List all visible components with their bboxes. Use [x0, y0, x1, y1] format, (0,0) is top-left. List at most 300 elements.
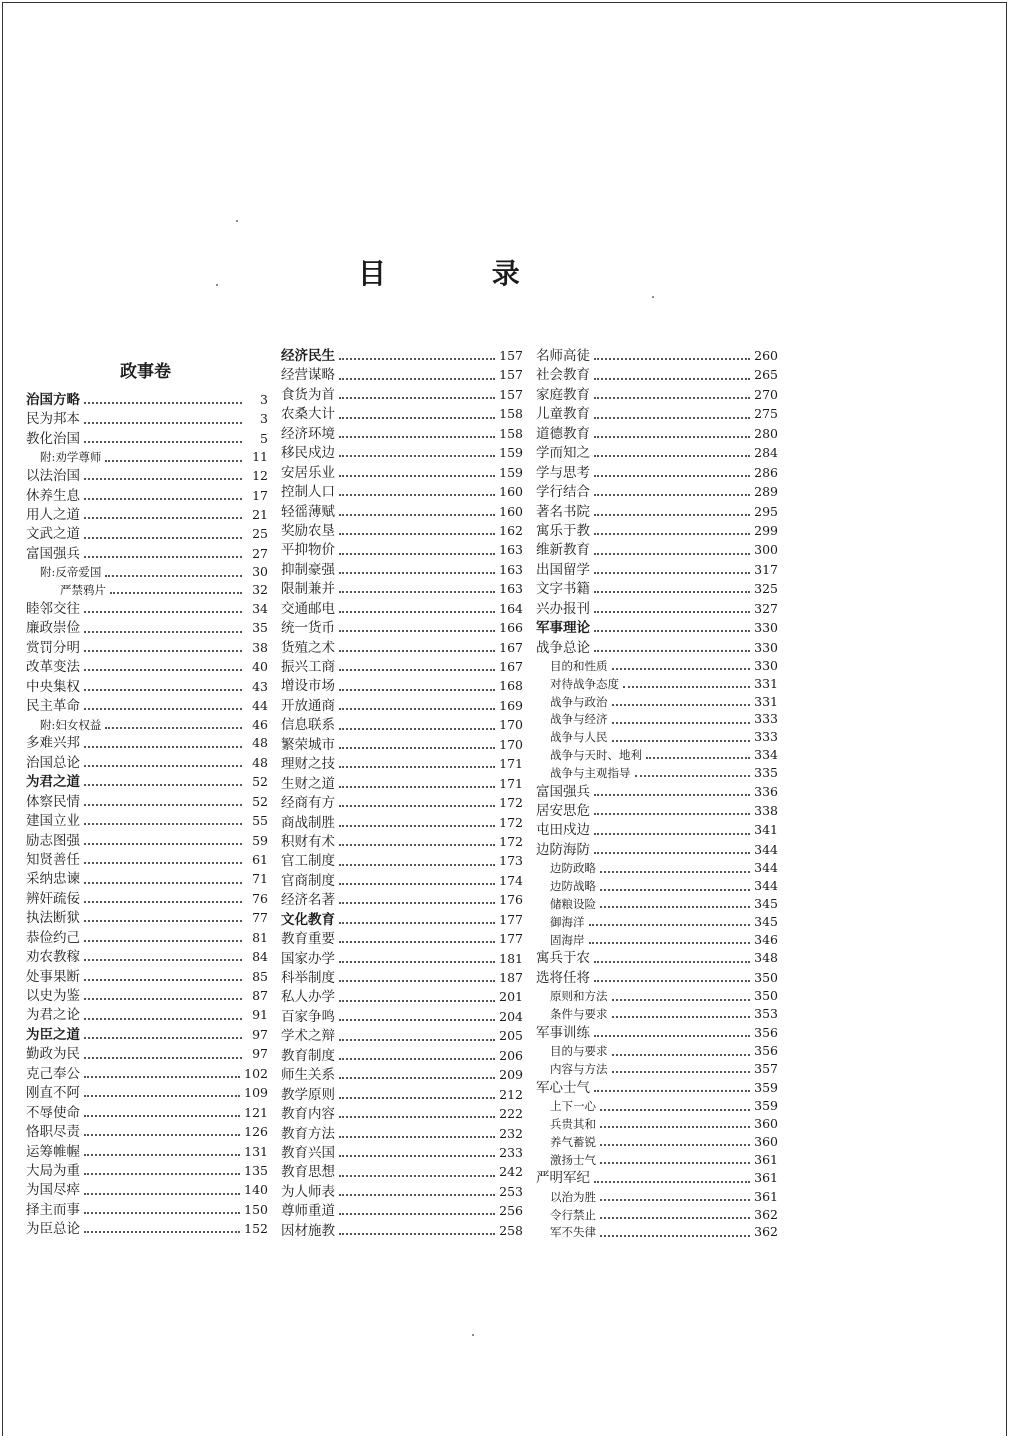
- toc-entry-page: 300: [754, 542, 778, 558]
- toc-entry-page: 345: [754, 913, 778, 929]
- toc-entry: [281, 774, 523, 793]
- toc-dot-leader: [339, 377, 495, 380]
- toc-entry: [26, 638, 268, 657]
- scan-speck: [472, 1334, 474, 1336]
- toc-dot-leader: [84, 1056, 242, 1059]
- toc-dot-leader: [339, 396, 495, 399]
- toc-entry: [281, 793, 523, 812]
- toc-entry-title: 军事训练: [536, 1024, 590, 1041]
- toc-entry: [281, 910, 523, 929]
- toc-entry-page: 346: [754, 931, 778, 947]
- toc-entry: [26, 409, 268, 428]
- toc-entry: [26, 850, 268, 869]
- toc-entry-title: 道德教育: [536, 425, 590, 442]
- toc-entry-title: 货殖之术: [281, 639, 335, 656]
- toc-dot-leader: [339, 435, 495, 438]
- toc-entry-title: 经商有方: [281, 795, 335, 812]
- toc-dot-leader: [339, 590, 495, 593]
- toc-entry: [536, 764, 778, 782]
- toc-entry: [26, 524, 268, 543]
- toc-dot-leader: [84, 536, 242, 539]
- toc-dot-leader: [84, 707, 242, 710]
- toc-entry-page: 212: [499, 1086, 523, 1102]
- toc-dot-leader: [594, 590, 750, 593]
- toc-dot-leader: [339, 1018, 495, 1021]
- toc-entry: [281, 346, 523, 365]
- toc-dot-leader: [594, 532, 750, 535]
- toc-entry-page: 17: [252, 487, 268, 503]
- toc-entry: [281, 560, 523, 579]
- toc-entry-page: 25: [252, 526, 268, 542]
- toc-entry-title: 屯田戍边: [536, 822, 590, 839]
- toc-dot-leader: [600, 1216, 750, 1219]
- toc-entry-title: 安居乐业: [281, 464, 335, 481]
- toc-entry: [281, 540, 523, 559]
- toc-entry: [281, 579, 523, 598]
- toc-entry-title: 选将任将: [536, 969, 590, 986]
- toc-entry: [536, 482, 778, 501]
- toc-entry-page: 76: [252, 890, 268, 906]
- toc-entry-page: 32: [252, 582, 268, 598]
- toc-dot-leader: [84, 783, 242, 786]
- toc-entry: [281, 735, 523, 754]
- toc-entry-title: 励志图强: [26, 832, 80, 849]
- toc-entry-page: 356: [754, 1024, 778, 1040]
- toc-entry-title: 刚直不阿: [26, 1085, 80, 1102]
- toc-dot-leader: [600, 1234, 750, 1237]
- toc-entry-title: 廉政崇俭: [26, 620, 80, 637]
- toc-entry: [26, 544, 268, 563]
- toc-dot-leader: [600, 1125, 750, 1128]
- toc-dot-leader: [339, 1135, 495, 1138]
- toc-entry-title: 食货为首: [281, 386, 335, 403]
- toc-entry-page: 158: [499, 425, 523, 441]
- toc-entry-page: 46: [252, 716, 268, 732]
- toc-entry: [26, 811, 268, 830]
- toc-entry-title: 治国方略: [26, 392, 80, 408]
- toc-entry: [281, 832, 523, 851]
- toc-entry: [536, 1223, 778, 1241]
- toc-entry: [281, 1124, 523, 1143]
- toc-entry: [281, 968, 523, 987]
- toc-entry-title: 民主革命: [26, 698, 80, 715]
- volume-title: 政事卷: [120, 362, 171, 382]
- toc-entry-page: 52: [252, 793, 268, 809]
- toc-entry: [536, 1005, 778, 1023]
- toc-entry-title: 战争与人民: [550, 730, 608, 745]
- toc-entry-page: 233: [499, 1144, 523, 1160]
- toc-entry: [536, 365, 778, 384]
- toc-entry-page: 331: [754, 675, 778, 691]
- toc-dot-leader: [612, 721, 751, 724]
- toc-dot-leader: [339, 785, 495, 788]
- toc-entry-title: 教育方法: [281, 1125, 335, 1142]
- toc-entry: [26, 831, 268, 850]
- toc-entry-title: 中央集权: [26, 678, 80, 695]
- toc-entry-title: 教育思想: [281, 1164, 335, 1181]
- toc-entry: [281, 599, 523, 618]
- toc-dot-leader: [623, 685, 750, 688]
- toc-entry: [26, 1025, 268, 1044]
- toc-dot-leader: [84, 1036, 242, 1039]
- toc-dot-leader: [84, 1172, 240, 1175]
- toc-dot-leader: [612, 998, 751, 1001]
- toc-dot-leader: [84, 440, 242, 443]
- toc-entry-page: 48: [252, 754, 268, 770]
- toc-entry: [26, 1064, 268, 1083]
- toc-entry-title: 不辱使命: [26, 1104, 80, 1121]
- toc-dot-leader: [339, 960, 495, 963]
- toc-entry-page: 327: [754, 600, 778, 616]
- toc-entry-title: 居安思危: [536, 803, 590, 820]
- toc-entry-page: 163: [499, 542, 523, 558]
- toc-entry-title: 原则和方法: [550, 989, 608, 1004]
- toc-dot-leader: [594, 832, 750, 835]
- toc-entry-page: 333: [754, 711, 778, 727]
- toc-dot-leader: [105, 459, 242, 462]
- toc-entry-title: 辨奸疏佞: [26, 890, 80, 907]
- toc-entry-title: 振兴工商: [281, 659, 335, 675]
- toc-dot-leader: [339, 1096, 495, 1099]
- toc-entry: [281, 1143, 523, 1162]
- toc-entry: [26, 1044, 268, 1063]
- toc-dot-leader: [339, 727, 495, 730]
- toc-entry-title: 著名书院: [536, 503, 590, 520]
- toc-entry-title: 信息联系: [281, 717, 335, 734]
- toc-dot-leader: [84, 1133, 240, 1136]
- toc-dot-leader: [84, 421, 242, 424]
- toc-dot-leader: [84, 978, 242, 981]
- toc-entry-title: 战争与经济: [550, 712, 608, 727]
- toc-entry-page: 85: [252, 968, 268, 984]
- toc-dot-leader: [84, 610, 242, 613]
- toc-entry-title: 寓乐于教: [536, 522, 590, 539]
- toc-entry-page: 126: [244, 1124, 268, 1140]
- toc-dot-leader: [339, 513, 495, 516]
- toc-entry-title: 繁荣城市: [281, 736, 335, 753]
- toc-entry: [281, 365, 523, 384]
- toc-entry-page: 359: [754, 1079, 778, 1095]
- toc-dot-leader: [594, 649, 750, 652]
- toc-entry-title: 附:妇女权益: [40, 717, 102, 732]
- toc-dot-leader: [339, 1193, 495, 1196]
- toc-entry-page: 167: [499, 639, 523, 655]
- toc-entry-title: 目的与要求: [550, 1044, 608, 1059]
- toc-entry-page: 140: [244, 1182, 268, 1198]
- toc-entry-page: 55: [252, 813, 268, 829]
- toc-dot-leader: [84, 1211, 240, 1214]
- toc-dot-leader: [600, 1161, 750, 1164]
- toc-dot-leader: [600, 905, 750, 908]
- toc-dot-leader: [84, 745, 242, 748]
- toc-entry-page: 43: [252, 678, 268, 694]
- toc-entry: [281, 1026, 523, 1045]
- toc-entry-title: 交通邮电: [281, 600, 335, 617]
- toc-entry: [26, 1142, 268, 1161]
- toc-entry: [281, 890, 523, 909]
- toc-entry-page: 206: [499, 1047, 523, 1063]
- toc-entry-page: 48: [252, 735, 268, 751]
- toc-entry: [281, 754, 523, 773]
- toc-entry-title: 为臣之道: [26, 1026, 80, 1043]
- toc-dot-leader: [84, 401, 242, 404]
- toc-entry: [26, 1103, 268, 1122]
- toc-entry: [26, 581, 268, 599]
- toc-entry: [536, 560, 778, 579]
- toc-entry-title: 边防战略: [550, 879, 596, 894]
- toc-entry-title: 经济名著: [281, 892, 335, 909]
- toc-dot-leader: [84, 649, 242, 652]
- toc-entry: [26, 753, 268, 772]
- toc-entry: [536, 579, 778, 598]
- toc-entry: [26, 1005, 268, 1024]
- toc-entry-page: 345: [754, 895, 778, 911]
- toc-dot-leader: [594, 357, 750, 360]
- toc-entry-title: 多难兴邦: [26, 735, 80, 752]
- toc-entry-title: 官工制度: [281, 853, 335, 870]
- toc-dot-leader: [646, 756, 750, 759]
- toc-entry-page: 177: [499, 931, 523, 947]
- toc-entry-title: 运筹帷幄: [26, 1143, 80, 1160]
- toc-entry-title: 富国强兵: [536, 783, 590, 800]
- toc-entry-title: 理财之技: [281, 756, 335, 773]
- toc-dot-leader: [339, 979, 495, 982]
- toc-dot-leader: [594, 552, 750, 555]
- toc-entry: [281, 1065, 523, 1084]
- toc-entry: [281, 618, 523, 637]
- toc-dot-leader: [635, 774, 751, 777]
- toc-entry: [281, 851, 523, 870]
- toc-dot-leader: [594, 1089, 750, 1092]
- toc-dot-leader: [339, 1076, 495, 1079]
- toc-entry: [536, 1115, 778, 1133]
- toc-entry-title: 统一货币: [281, 620, 335, 637]
- toc-entry-title: 执法断狱: [26, 910, 80, 927]
- toc-entry-title: 为国尽瘁: [26, 1182, 80, 1199]
- toc-entry-page: 253: [499, 1183, 523, 1199]
- toc-entry-title: 民为邦本: [26, 411, 80, 428]
- toc-entry-page: 61: [252, 851, 268, 867]
- toc-entry: [281, 1104, 523, 1123]
- toc-dot-leader: [339, 1174, 495, 1177]
- toc-entry: [26, 505, 268, 524]
- toc-entry: [26, 599, 268, 618]
- toc-entry-title: 严禁鸦片: [60, 583, 106, 598]
- toc-entry-page: 3: [260, 411, 268, 427]
- toc-entry-title: 严明军纪: [536, 1170, 590, 1187]
- toc-entry-page: 265: [754, 367, 778, 383]
- toc-entry-page: 11: [252, 449, 268, 465]
- toc-dot-leader: [84, 822, 242, 825]
- toc-dot-leader: [339, 882, 495, 885]
- toc-entry-title: 文字书籍: [536, 581, 590, 598]
- toc-entry-title: 教育兴国: [281, 1144, 335, 1161]
- toc-entry-page: 35: [252, 620, 268, 636]
- toc-entry-title: 附:反帝爱国: [40, 565, 102, 580]
- toc-entry-page: 317: [754, 561, 778, 577]
- toc-entry-title: 文化教育: [281, 911, 335, 928]
- toc-dot-leader: [339, 1154, 495, 1157]
- toc-entry: [26, 1200, 268, 1219]
- toc-entry-title: 战争总论: [536, 639, 590, 656]
- toc-entry-title: 国家办学: [281, 950, 335, 967]
- toc-entry-page: 336: [754, 783, 778, 799]
- toc-entry-page: 325: [754, 581, 778, 597]
- toc-entry: [26, 908, 268, 927]
- toc-entry-title: 学行结合: [536, 484, 590, 501]
- toc-entry-page: 176: [499, 892, 523, 908]
- toc-entry-page: 258: [499, 1222, 523, 1238]
- toc-dot-leader: [84, 668, 242, 671]
- toc-entry-title: 教育重要: [281, 931, 335, 948]
- toc-entry-page: 27: [252, 545, 268, 561]
- toc-entry: [536, 931, 778, 949]
- toc-entry-page: 335: [754, 764, 778, 780]
- toc-entry: [26, 1122, 268, 1141]
- toc-entry-title: 勤政为民: [26, 1046, 80, 1063]
- toc-dot-leader: [600, 888, 750, 891]
- toc-dot-leader: [84, 555, 242, 558]
- toc-dot-leader: [84, 958, 242, 961]
- toc-entry-title: 教学原则: [281, 1086, 335, 1103]
- toc-dot-leader: [600, 1108, 750, 1111]
- scan-speck: [236, 220, 238, 222]
- toc-entry-page: 44: [252, 698, 268, 714]
- toc-entry: [26, 563, 268, 581]
- toc-entry-page: 204: [499, 1008, 523, 1024]
- toc-entry-page: 344: [754, 841, 778, 857]
- toc-entry-page: 159: [499, 445, 523, 461]
- toc-entry-title: 以史为鉴: [26, 988, 80, 1004]
- toc-entry: [536, 638, 778, 657]
- toc-entry-page: 344: [754, 860, 778, 876]
- toc-entry-title: 激扬士气: [550, 1152, 596, 1167]
- toc-entry-page: 97: [252, 1046, 268, 1062]
- toc-entry-page: 334: [754, 746, 778, 762]
- toc-entry: [536, 1097, 778, 1115]
- toc-dot-leader: [105, 726, 242, 729]
- toc-dot-leader: [84, 688, 242, 691]
- toc-entry-page: 171: [499, 775, 523, 791]
- toc-entry-page: 171: [499, 756, 523, 772]
- toc-entry-page: 172: [499, 795, 523, 811]
- toc-dot-leader: [84, 861, 242, 864]
- toc-dot-leader: [339, 804, 495, 807]
- toc-dot-leader: [339, 493, 495, 496]
- toc-entry: [281, 1007, 523, 1026]
- toc-entry: [281, 676, 523, 695]
- toc-entry-page: 135: [244, 1162, 268, 1178]
- toc-entry-title: 军事理论: [536, 620, 590, 637]
- toc-entry: [536, 521, 778, 540]
- toc-entry-page: 172: [499, 833, 523, 849]
- toc-dot-leader: [339, 629, 495, 632]
- toc-entry: [536, 404, 778, 423]
- toc-dot-leader: [84, 997, 242, 1000]
- toc-dot-leader: [600, 1143, 750, 1146]
- toc-entry-page: 77: [252, 910, 268, 926]
- toc-dot-leader: [339, 532, 495, 535]
- toc-entry: [536, 540, 778, 559]
- toc-dot-leader: [612, 703, 751, 706]
- toc-entry-title: 为君之道: [26, 774, 80, 791]
- toc-entry: [536, 801, 778, 820]
- toc-entry: [281, 385, 523, 404]
- toc-dot-leader: [612, 1070, 751, 1073]
- toc-entry-title: 移民戍边: [281, 445, 335, 462]
- toc-entry: [26, 869, 268, 888]
- toc-entry-page: 350: [754, 988, 778, 1004]
- toc-dot-leader: [339, 454, 495, 457]
- toc-entry: [26, 1219, 268, 1238]
- toc-entry-page: 205: [499, 1028, 523, 1044]
- toc-entry-page: 169: [499, 697, 523, 713]
- toc-dot-leader: [84, 1192, 240, 1195]
- toc-dot-leader: [339, 843, 495, 846]
- toc-entry: [281, 502, 523, 521]
- toc-entry-title: 兵贵其和: [550, 1117, 596, 1132]
- toc-entry: [536, 675, 778, 693]
- toc-entry-page: 30: [252, 564, 268, 580]
- toc-dot-leader: [339, 474, 495, 477]
- toc-dot-leader: [84, 764, 242, 767]
- toc-entry-title: 私人办学: [281, 989, 335, 1006]
- toc-entry-page: 360: [754, 1116, 778, 1132]
- toc-entry-title: 大局为重: [26, 1162, 80, 1179]
- toc-entry-page: 177: [499, 911, 523, 927]
- toc-dot-leader: [594, 979, 750, 982]
- toc-dot-leader: [84, 919, 242, 922]
- toc-entry: [26, 1161, 268, 1180]
- toc-dot-leader: [84, 1153, 240, 1156]
- toc-entry-title: 采纳忠谏: [26, 871, 80, 888]
- toc-entry-title: 睦邻交往: [26, 600, 80, 617]
- toc-entry: [281, 987, 523, 1006]
- toc-entry-title: 名师高徒: [536, 348, 590, 364]
- toc-entry-title: 尊师重道: [281, 1203, 335, 1220]
- toc-entry: [281, 1221, 523, 1240]
- toc-entry-page: 260: [754, 348, 778, 363]
- toc-dot-leader: [612, 1015, 751, 1018]
- toc-entry-page: 362: [754, 1206, 778, 1222]
- toc-entry-title: 开放通商: [281, 697, 335, 714]
- toc-entry-page: 121: [244, 1104, 268, 1120]
- toc-entry: [536, 1151, 778, 1169]
- toc-dot-leader: [589, 941, 751, 944]
- toc-entry: [281, 424, 523, 443]
- toc-entry-title: 恭俭约己: [26, 929, 80, 946]
- toc-entry-title: 文武之道: [26, 526, 80, 543]
- toc-dot-leader: [84, 1017, 242, 1020]
- toc-entry-page: 159: [499, 464, 523, 480]
- toc-entry-page: 299: [754, 522, 778, 538]
- toc-dot-leader: [594, 851, 750, 854]
- toc-entry-title: 军心士气: [536, 1079, 590, 1096]
- toc-entry-page: 91: [252, 1007, 268, 1023]
- toc-entry: [26, 986, 268, 1005]
- toc-entry: [26, 716, 268, 734]
- toc-entry-page: 242: [499, 1164, 523, 1180]
- toc-entry: [281, 929, 523, 948]
- toc-entry-title: 科举制度: [281, 970, 335, 986]
- toc-entry: [26, 429, 268, 448]
- toc-dot-leader: [339, 552, 495, 555]
- toc-entry: [281, 443, 523, 462]
- toc-dot-leader: [594, 812, 750, 815]
- toc-entry-page: 174: [499, 872, 523, 888]
- toc-entry-page: 71: [252, 871, 268, 887]
- toc-entry: [536, 1078, 778, 1097]
